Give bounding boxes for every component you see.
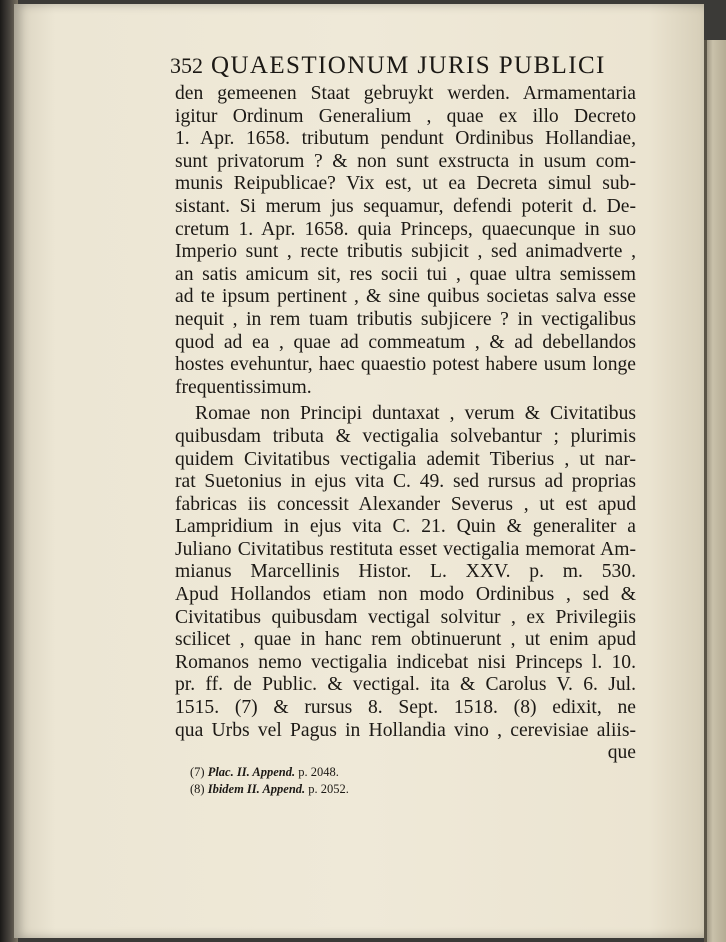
text-line: hostes evehuntur, haec quaestio potest habere usum longe [175, 354, 636, 376]
next-page-edge [704, 40, 726, 942]
footnote-reference: Ibidem II. Append. [207, 782, 306, 796]
footnote-page: p. 2052. [308, 782, 349, 796]
text-line: quibusdam tributa & vectigalia solvebantur ; plurimis [175, 425, 636, 447]
text-line: sunt privatorum ? & non sunt exstructa in usum com- [175, 150, 636, 172]
text-line: frequentissimum. [175, 376, 312, 398]
text-line: qua Urbs vel Pagus in Hollandia vino , cerevisiae aliis- [175, 719, 636, 741]
text-line: rat Suetonius in ejus vita C. 49. sed rursus ad proprias [175, 471, 636, 493]
text-line: quidem Civitatibus vectigalia ademit Tiberius , ut nar- [175, 448, 636, 470]
page-header [170, 52, 642, 80]
text-line: Juliano Civitatibus restituta esset vectigalia memorat Am- [175, 538, 636, 560]
running-title: QUAESTIONUM JURIS PUBLICI [211, 52, 606, 79]
text-line: Civitatibus quibusdam vectigal solvitur , ex Privilegiis [175, 606, 636, 628]
text-line: pr. ff. de Public. & vectigal. ita & Carolus V. 6. Jul. [175, 674, 636, 696]
footnotes [190, 764, 490, 798]
page-number: 352 [170, 53, 203, 78]
text-line: quod ad ea , quae ad commeatum , & ad debellandos [175, 331, 636, 353]
text-line: igitur Ordinum Generalium , quae ex illo Decreto [175, 105, 636, 127]
text-line: an satis amicum sit, res socii tui , quae ultra semissem [175, 263, 636, 285]
catchword: que [607, 742, 636, 764]
text-line: sistant. Si merum jus sequamur, defendi poterit d. De- [175, 195, 636, 217]
text-line: den gemeenen Staat gebruykt werden. Armamentaria [175, 83, 636, 104]
text-line: cretum 1. Apr. 1658. quia Princeps, quaecunque in suo [175, 218, 636, 240]
text-line: munis Reipublicae? Vix est, ut ea Decreta simul sub- [175, 173, 636, 195]
footnote-mark: (8) [190, 782, 205, 796]
footnote-8 [190, 781, 490, 798]
text-line: nequit , in rem tuam tributis subjicere ? in vectigalibus [175, 308, 636, 330]
footnote-page: p. 2048. [298, 765, 339, 779]
text-line: 1515. (7) & rursus 8. Sept. 1518. (8) edixit, ne [175, 697, 636, 719]
footnote-mark: (7) [190, 765, 205, 779]
footnote-7 [190, 764, 490, 781]
text-line: Apud Hollandos etiam non modo Ordinibus , sed & [175, 584, 636, 606]
body-text [175, 83, 636, 765]
text-line: Lampridium in ejus vita C. 21. Quin & generaliter a [175, 516, 636, 538]
text-line: scilicet , quae in hanc rem obtinuerunt , ut enim apud [175, 629, 636, 651]
text-line: 1. Apr. 1658. tributum pendunt Ordinibus Hollandiae, [175, 128, 636, 150]
text-line: mianus Marcellinis Histor. L. XXV. p. m. 530. [175, 561, 636, 583]
text-line: ad te ipsum pertinent , & sine quibus societas salva esse [175, 286, 636, 308]
text-line: Romanos nemo vectigalia indicebat nisi Princeps l. 10. [175, 651, 636, 673]
text-line: fabricas iis concessit Alexander Severus , ut est apud [175, 493, 636, 515]
footnote-reference: Plac. II. Append. [207, 765, 296, 779]
text-line: Imperio sunt , recte tributis subjicit , sed animadverte , [175, 241, 636, 263]
text-line: Romae non Principi duntaxat , verum & Civitatibus [195, 403, 636, 425]
